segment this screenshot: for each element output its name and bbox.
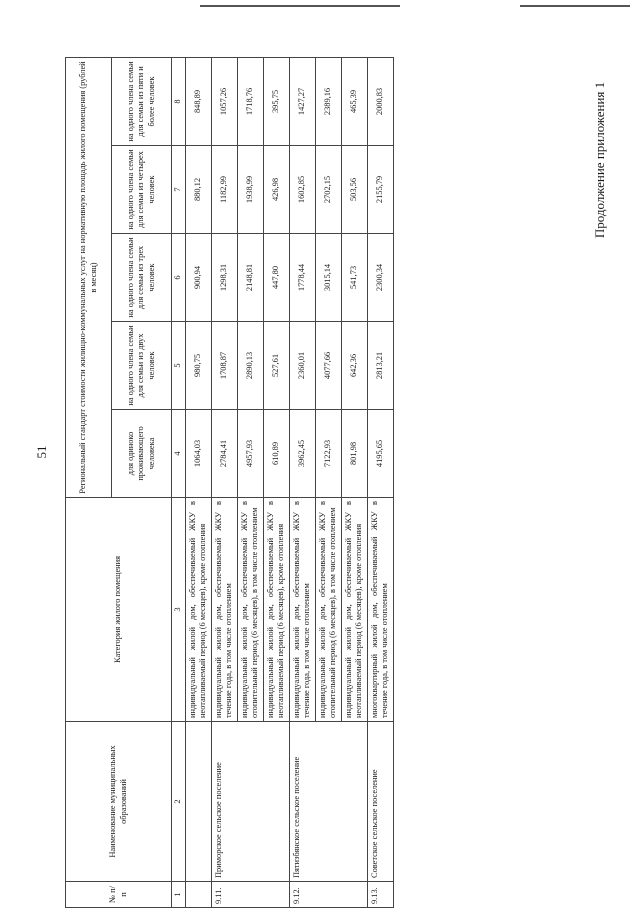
value-single: 7122,93 — [315, 410, 341, 498]
value-family-2: 642,36 — [341, 322, 367, 410]
value-family-4: 1602,85 — [289, 146, 315, 234]
value-family-5plus: 2389,16 — [315, 58, 341, 146]
scan-artifact-line — [200, 5, 400, 7]
value-family-3: 1778,44 — [289, 234, 315, 322]
row-number — [185, 882, 211, 908]
subheader-family-2: на одного члена семьи для семьи из двух человек — [112, 322, 172, 410]
value-family-3: 1298,31 — [211, 234, 237, 322]
column-number: 5 — [172, 322, 186, 410]
subheader-family-4: на одного члена семьи для семьи из четырех человек — [112, 146, 172, 234]
housing-category: индивидуальный жилой дом, обеспечиваемый ЖКУ в неотапливаемый период (6 месяцев), кроме отопления — [263, 498, 289, 722]
value-family-2: 527,61 — [263, 322, 289, 410]
value-family-4: 503,56 — [341, 146, 367, 234]
value-family-2: 2890,13 — [237, 322, 263, 410]
page-number: 51 — [34, 445, 49, 459]
value-single: 610,89 — [263, 410, 289, 498]
column-number: 6 — [172, 234, 186, 322]
value-single: 1064,03 — [185, 410, 211, 498]
header-municipality: Наименование муниципальных образований — [66, 722, 172, 882]
value-single: 2784,41 — [211, 410, 237, 498]
value-family-5plus: 1057,26 — [211, 58, 237, 146]
value-family-5plus: 1718,76 — [237, 58, 263, 146]
value-family-3: 541,73 — [341, 234, 367, 322]
value-family-2: 4077,66 — [315, 322, 341, 410]
row-number: 9.12. — [289, 882, 367, 908]
value-family-3: 900,94 — [185, 234, 211, 322]
row-number: 9.13. — [367, 882, 393, 908]
value-family-3: 3015,14 — [315, 234, 341, 322]
row-number: 9.11. — [211, 882, 289, 908]
housing-category: индивидуальный жилой дом, обеспечиваемый ЖКУ в отопительный период (6 месяцев), в том числе отоплением — [237, 498, 263, 722]
subheader-family-3: на одного члена семьи для семьи из трех человек — [112, 234, 172, 322]
value-single: 4957,93 — [237, 410, 263, 498]
appendix-continuation-header: Продолжение приложения 1 — [592, 81, 607, 239]
value-single: 3962,45 — [289, 410, 315, 498]
value-family-5plus: 848,89 — [185, 58, 211, 146]
value-family-4: 2702,15 — [315, 146, 341, 234]
scan-artifact-line — [520, 5, 630, 7]
value-family-3: 2300,34 — [367, 234, 393, 322]
value-family-2: 1708,87 — [211, 322, 237, 410]
column-number: 8 — [172, 58, 186, 146]
subheader-single: для одиноко проживающего человека — [112, 410, 172, 498]
value-family-2: 980,75 — [185, 322, 211, 410]
header-category: Категория жилого помещения — [66, 498, 172, 722]
housing-category: многоквартирный жилой дом, обеспечиваемый ЖКУ в течение года, в том числе отоплением — [367, 498, 393, 722]
rotated-table-container — [65, 58, 585, 908]
table-row — [289, 58, 315, 908]
value-family-5plus: 2000,83 — [367, 58, 393, 146]
value-family-2: 2813,21 — [367, 322, 393, 410]
table-row — [185, 58, 211, 908]
value-family-4: 2155,79 — [367, 146, 393, 234]
housing-category: индивидуальный жилой дом, обеспечиваемый ЖКУ в неотапливаемый период (6 месяцев), кроме отопления — [185, 498, 211, 722]
table-row — [211, 58, 237, 908]
municipality-name — [185, 722, 211, 882]
housing-category: индивидуальный жилой дом, обеспечиваемый ЖКУ в отопительный период (6 месяцев), в том числе отоплением — [315, 498, 341, 722]
header-standard-group: Региональный стандарт стоимости жилищно-коммунальных услуг на нормативную площадь жилого помещения (рублей в месяц) — [66, 58, 112, 498]
municipality-name: Пятизбянское сельское поселение — [289, 722, 367, 882]
header-no: № п/п — [66, 882, 172, 908]
value-family-4: 1182,99 — [211, 146, 237, 234]
housing-cost-standard-table — [65, 57, 394, 908]
column-number: 3 — [172, 498, 186, 722]
value-family-2: 2360,01 — [289, 322, 315, 410]
column-number: 1 — [172, 882, 186, 908]
value-family-5plus: 395,75 — [263, 58, 289, 146]
value-single: 801,98 — [341, 410, 367, 498]
municipality-name: Советское сельское поселение — [367, 722, 393, 882]
housing-category: индивидуальный жилой дом, обеспечиваемый ЖКУ в течение года, в том числе отоплением — [211, 498, 237, 722]
value-family-4: 880,12 — [185, 146, 211, 234]
value-family-4: 1938,99 — [237, 146, 263, 234]
table-row — [367, 58, 393, 908]
municipality-name: Приморское сельское поселение — [211, 722, 289, 882]
subheader-family-5plus: на одного члена семьи для семьи из пяти и более человек — [112, 58, 172, 146]
housing-category: индивидуальный жилой дом, обеспечиваемый ЖКУ в течение года, в том числе отоплением — [289, 498, 315, 722]
column-number: 2 — [172, 722, 186, 882]
value-family-3: 2148,81 — [237, 234, 263, 322]
housing-category: индивидуальный жилой дом, обеспечиваемый ЖКУ в неотапливаемый период (6 месяцев), кроме отопления — [341, 498, 367, 722]
value-family-3: 447,80 — [263, 234, 289, 322]
value-single: 4195,65 — [367, 410, 393, 498]
value-family-5plus: 465,39 — [341, 58, 367, 146]
column-number: 7 — [172, 146, 186, 234]
value-family-4: 426,98 — [263, 146, 289, 234]
column-number: 4 — [172, 410, 186, 498]
value-family-5plus: 1427,27 — [289, 58, 315, 146]
